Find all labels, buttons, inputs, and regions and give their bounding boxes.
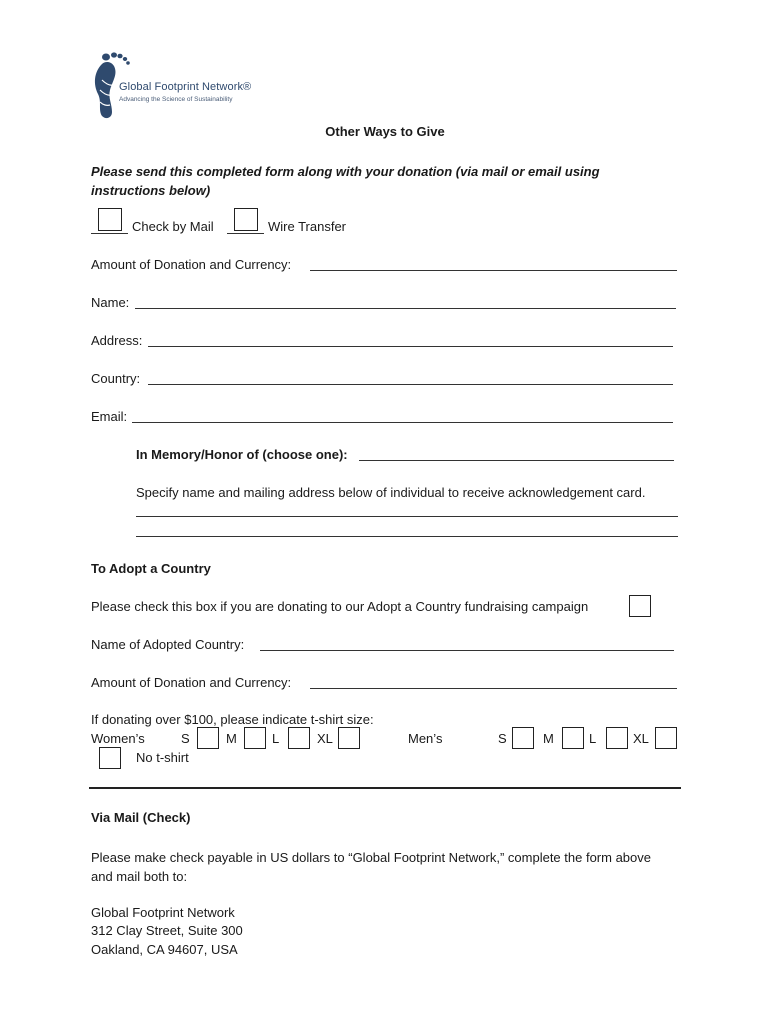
section-divider bbox=[89, 787, 681, 789]
no-tshirt-label: No t-shirt bbox=[136, 750, 189, 765]
womens-label: Women’s bbox=[91, 731, 145, 746]
mail-address-line-2: 312 Clay Street, Suite 300 bbox=[91, 923, 243, 938]
mens-label: Men’s bbox=[408, 731, 443, 746]
mens-size-xl-checkbox[interactable] bbox=[655, 727, 677, 749]
name-field[interactable] bbox=[135, 308, 676, 309]
mens-size-s-checkbox[interactable] bbox=[512, 727, 534, 749]
mail-instructions: Please make check payable in US dollars to “Global Footprint Network,” complete the form above and mail both to: bbox=[91, 850, 651, 884]
page-title: Other Ways to Give bbox=[325, 124, 445, 139]
address-label: Address: bbox=[91, 333, 143, 348]
memory-specify-text: Specify name and mailing address below of individual to receive acknowledgement card. bbox=[136, 485, 646, 500]
mens-size-l-checkbox[interactable] bbox=[606, 727, 628, 749]
check-by-mail-label: Check by Mail bbox=[132, 219, 214, 234]
acknowledgement-line-2[interactable] bbox=[136, 536, 678, 537]
memory-field[interactable] bbox=[359, 460, 674, 461]
mail-address-line-3: Oakland, CA 94607, USA bbox=[91, 942, 238, 957]
womens-size-xl-label: XL bbox=[317, 731, 333, 746]
email-label: Email: bbox=[91, 409, 128, 424]
intro-text: Please send this completed form along with your donation (via mail or email using instructions below) bbox=[91, 164, 600, 198]
adopted-country-label: Name of Adopted Country: bbox=[91, 637, 245, 652]
logo-name: Global Footprint Network® bbox=[119, 81, 252, 93]
acknowledgement-line-1[interactable] bbox=[136, 516, 678, 517]
womens-size-xl-checkbox[interactable] bbox=[338, 727, 360, 749]
adopt-checkbox[interactable] bbox=[629, 595, 651, 617]
mail-address-line-1: Global Footprint Network bbox=[91, 905, 235, 920]
womens-size-l-checkbox[interactable] bbox=[288, 727, 310, 749]
mens-size-m-label: M bbox=[543, 731, 554, 746]
mens-size-xl-label: XL bbox=[633, 731, 649, 746]
logo-tagline: Advancing the Science of Sustainability bbox=[119, 96, 233, 103]
logo bbox=[92, 50, 292, 120]
adopt-heading: To Adopt a Country bbox=[91, 561, 211, 576]
amount-label: Amount of Donation and Currency: bbox=[91, 257, 292, 272]
mens-size-m-checkbox[interactable] bbox=[562, 727, 584, 749]
name-label: Name: bbox=[91, 295, 130, 310]
womens-size-s-checkbox[interactable] bbox=[197, 727, 219, 749]
email-field[interactable] bbox=[132, 422, 673, 423]
address-field[interactable] bbox=[148, 346, 673, 347]
check-by-mail-underline bbox=[91, 233, 128, 234]
womens-size-l-label: L bbox=[272, 731, 280, 746]
check-by-mail-checkbox[interactable] bbox=[98, 208, 122, 231]
womens-size-s-label: S bbox=[181, 731, 190, 746]
memory-label: In Memory/Honor of (choose one): bbox=[136, 447, 348, 462]
country-label: Country: bbox=[91, 371, 141, 386]
amount-field[interactable] bbox=[310, 270, 677, 271]
country-field[interactable] bbox=[148, 384, 673, 385]
mens-size-l-label: L bbox=[589, 731, 597, 746]
wire-transfer-label: Wire Transfer bbox=[268, 219, 347, 234]
mens-size-s-label: S bbox=[498, 731, 507, 746]
mail-heading: Via Mail (Check) bbox=[91, 810, 191, 825]
womens-size-m-label: M bbox=[226, 731, 237, 746]
no-tshirt-checkbox[interactable] bbox=[99, 747, 121, 769]
womens-size-m-checkbox[interactable] bbox=[244, 727, 266, 749]
wire-transfer-underline bbox=[227, 233, 264, 234]
adopt-amount-label: Amount of Donation and Currency: bbox=[91, 675, 292, 690]
adopted-country-field[interactable] bbox=[260, 650, 674, 651]
tshirt-prompt: If donating over $100, please indicate t-shirt size: bbox=[91, 712, 374, 727]
wire-transfer-checkbox[interactable] bbox=[234, 208, 258, 231]
adopt-check-text: Please check this box if you are donating to our Adopt a Country fundraising campaign bbox=[91, 599, 589, 614]
adopt-amount-field[interactable] bbox=[310, 688, 677, 689]
